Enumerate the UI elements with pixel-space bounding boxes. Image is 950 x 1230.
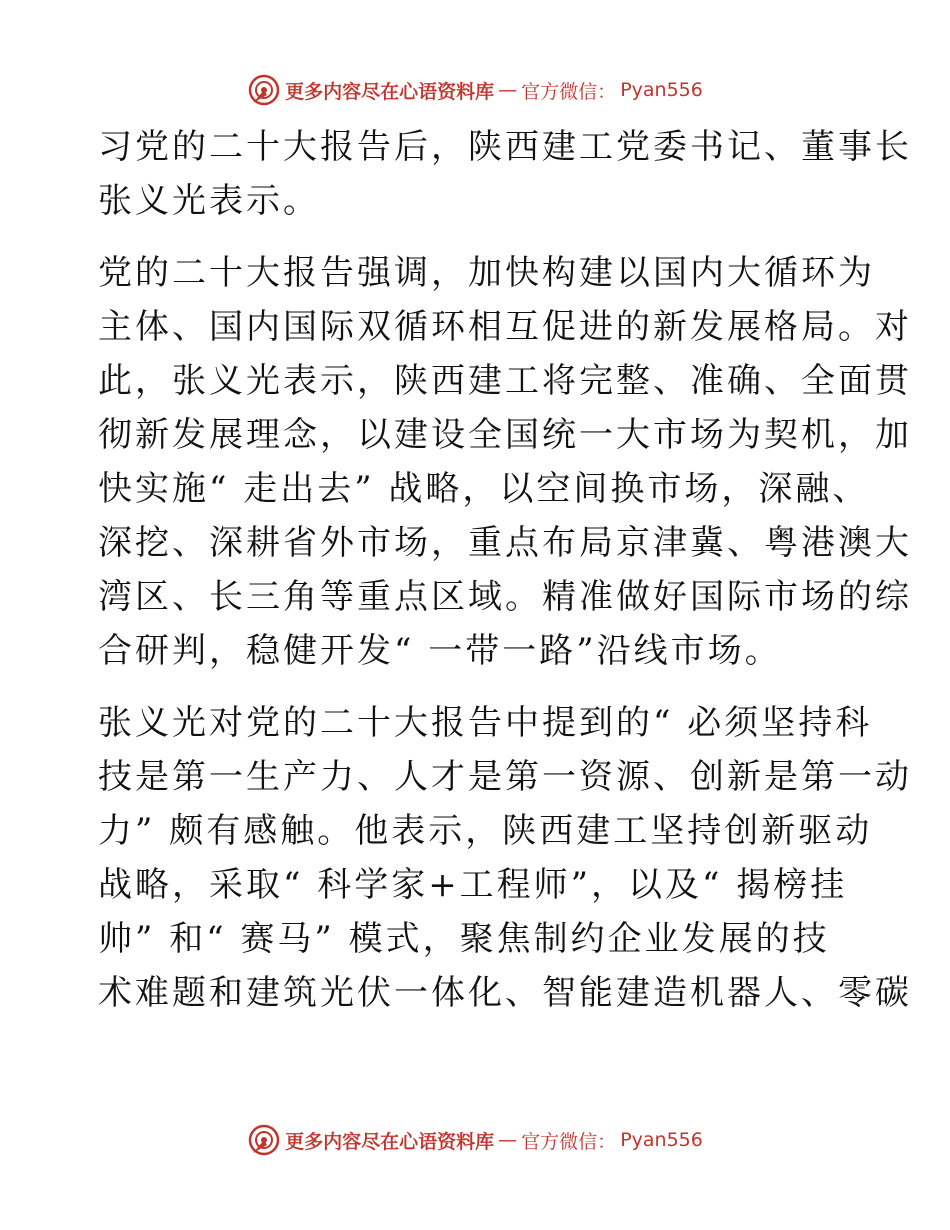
watermark-logo-icon	[247, 1123, 281, 1157]
text-line: 深挖、深耕省外市场，重点布局京津冀、粤港澳大	[98, 523, 912, 563]
text-line: 彻新发展理念，以建设全国统一大市场为契机，加	[98, 415, 912, 455]
text-line: 战略，采取“ 科学家+工程师”，以及“ 揭榜挂	[98, 865, 848, 905]
header-watermark	[0, 70, 950, 110]
document-body	[98, 120, 912, 1020]
text-line: 此，张义光表示，陕西建工将完整、准确、全面贯	[98, 361, 912, 401]
watermark-official-label: 官方微信：	[521, 1130, 617, 1153]
text-line: 党的二十大报告强调，加快构建以国内大循环为	[98, 253, 875, 293]
watermark-wechat-id: Pyan556	[620, 79, 703, 101]
watermark-text: 更多内容尽在心语资料库	[285, 1130, 495, 1153]
text-line: 湾区、长三角等重点区域。精准做好国际市场的综	[98, 577, 912, 617]
footer-watermark	[0, 1120, 950, 1160]
paragraph-1	[98, 120, 912, 228]
text-line: 习党的二十大报告后，陕西建工党委书记、董事长	[98, 127, 912, 167]
watermark-official-label: 官方微信：	[521, 80, 617, 103]
text-line: 技是第一生产力、人才是第一资源、创新是第一动	[98, 757, 912, 797]
text-line: 张义光表示。	[98, 181, 320, 221]
text-line: 合研判，稳健开发“ 一带一路”沿线市场。	[98, 631, 782, 671]
text-line: 快实施“ 走出去” 战略，以空间换市场，深融、	[98, 469, 870, 509]
text-line: 术难题和建筑光伏一体化、智能建造机器人、零碳	[98, 973, 912, 1013]
watermark-wechat-id: Pyan556	[620, 1129, 703, 1151]
text-line: 力” 颇有感触。他表示，陕西建工坚持创新驱动	[98, 811, 873, 851]
watermark-separator: —	[498, 79, 518, 101]
paragraph-2	[98, 246, 912, 678]
text-line: 帅” 和“ 赛马” 模式，聚焦制约企业发展的技	[98, 919, 830, 959]
text-line: 张义光对党的二十大报告中提到的“ 必须坚持科	[98, 703, 873, 743]
watermark-logo-icon	[247, 73, 281, 107]
watermark-text: 更多内容尽在心语资料库	[285, 80, 495, 103]
watermark-separator: —	[498, 1129, 518, 1151]
paragraph-3	[98, 696, 912, 1020]
text-line: 主体、国内国际双循环相互促进的新发展格局。对	[98, 307, 912, 347]
